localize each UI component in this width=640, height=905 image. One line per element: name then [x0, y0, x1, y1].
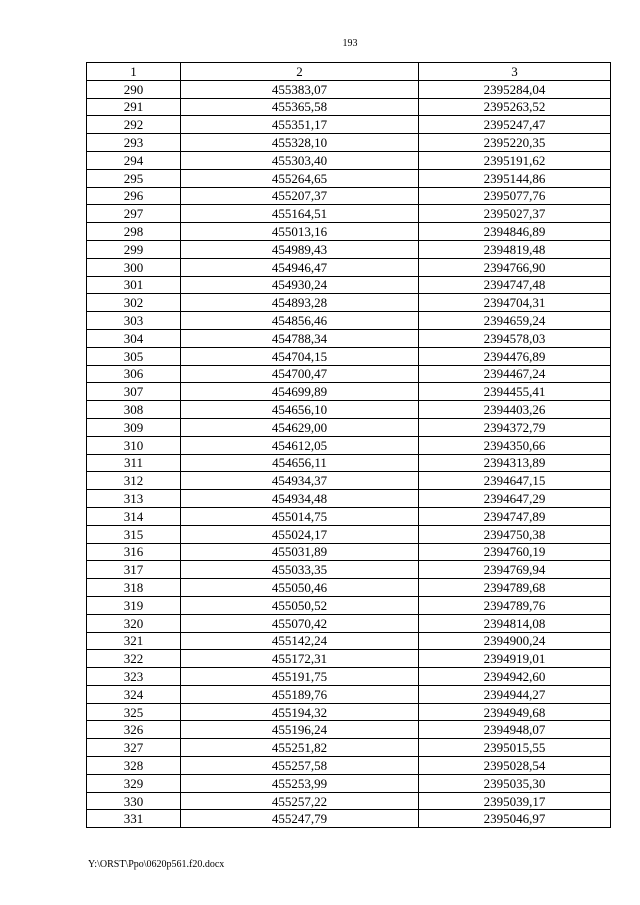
table-row: [87, 632, 611, 650]
x-coordinate-cell: 454946,47: [181, 258, 419, 276]
point-number-cell: 303: [87, 312, 181, 330]
y-coordinate-cell: 2394760,19: [419, 543, 611, 561]
point-number-cell: 321: [87, 632, 181, 650]
y-coordinate-cell: 2395035,30: [419, 774, 611, 792]
point-number-cell: 322: [87, 650, 181, 668]
column-header: 2: [181, 63, 419, 81]
x-coordinate-cell: 455013,16: [181, 223, 419, 241]
y-coordinate-cell: 2394467,24: [419, 365, 611, 383]
table-row: [87, 365, 611, 383]
x-coordinate-cell: 455164,51: [181, 205, 419, 223]
table-row: [87, 454, 611, 472]
x-coordinate-cell: 454700,47: [181, 365, 419, 383]
point-number-cell: 318: [87, 579, 181, 597]
x-coordinate-cell: 455191,75: [181, 668, 419, 686]
table-row: [87, 276, 611, 294]
y-coordinate-cell: 2395247,47: [419, 116, 611, 134]
table-row: [87, 205, 611, 223]
point-number-cell: 295: [87, 169, 181, 187]
table-row: [87, 134, 611, 152]
table-row: [87, 436, 611, 454]
table-row: [87, 116, 611, 134]
y-coordinate-cell: 2394769,94: [419, 561, 611, 579]
y-coordinate-cell: 2394455,41: [419, 383, 611, 401]
x-coordinate-cell: 454629,00: [181, 418, 419, 436]
point-number-cell: 315: [87, 525, 181, 543]
x-coordinate-cell: 455196,24: [181, 721, 419, 739]
y-coordinate-cell: 2394403,26: [419, 401, 611, 419]
table-row: [87, 668, 611, 686]
point-number-cell: 293: [87, 134, 181, 152]
table-row: [87, 329, 611, 347]
point-number-cell: 320: [87, 614, 181, 632]
x-coordinate-cell: 454612,05: [181, 436, 419, 454]
table-header-row: [87, 63, 611, 81]
point-number-cell: 331: [87, 810, 181, 828]
x-coordinate-cell: 455050,46: [181, 579, 419, 597]
y-coordinate-cell: 2394819,48: [419, 240, 611, 258]
x-coordinate-cell: 455172,31: [181, 650, 419, 668]
x-coordinate-cell: 455189,76: [181, 685, 419, 703]
table-row: [87, 543, 611, 561]
x-coordinate-cell: 455050,52: [181, 596, 419, 614]
table-row: [87, 614, 611, 632]
coordinates-table: [86, 62, 611, 828]
point-number-cell: 329: [87, 774, 181, 792]
point-number-cell: 324: [87, 685, 181, 703]
table-row: [87, 757, 611, 775]
table-row: [87, 490, 611, 508]
table-row: [87, 98, 611, 116]
table-row: [87, 401, 611, 419]
y-coordinate-cell: 2395144,86: [419, 169, 611, 187]
table-row: [87, 721, 611, 739]
y-coordinate-cell: 2395284,04: [419, 80, 611, 98]
y-coordinate-cell: 2394948,07: [419, 721, 611, 739]
table-row: [87, 596, 611, 614]
point-number-cell: 326: [87, 721, 181, 739]
y-coordinate-cell: 2394372,79: [419, 418, 611, 436]
x-coordinate-cell: 455070,42: [181, 614, 419, 632]
table-row: [87, 240, 611, 258]
x-coordinate-cell: 454788,34: [181, 329, 419, 347]
table-row: [87, 223, 611, 241]
point-number-cell: 291: [87, 98, 181, 116]
table-row: [87, 347, 611, 365]
y-coordinate-cell: 2395027,37: [419, 205, 611, 223]
y-coordinate-cell: 2394942,60: [419, 668, 611, 686]
y-coordinate-cell: 2394313,89: [419, 454, 611, 472]
table-row: [87, 525, 611, 543]
point-number-cell: 297: [87, 205, 181, 223]
table-row: [87, 80, 611, 98]
y-coordinate-cell: 2394814,08: [419, 614, 611, 632]
x-coordinate-cell: 455033,35: [181, 561, 419, 579]
table-row: [87, 685, 611, 703]
table-row: [87, 703, 611, 721]
point-number-cell: 314: [87, 507, 181, 525]
table-row: [87, 650, 611, 668]
y-coordinate-cell: 2394789,76: [419, 596, 611, 614]
table-row: [87, 774, 611, 792]
point-number-cell: 301: [87, 276, 181, 294]
table-row: [87, 258, 611, 276]
x-coordinate-cell: 454934,48: [181, 490, 419, 508]
table-row: [87, 169, 611, 187]
footer-file-path: Y:\ORST\Ppo\0620p561.f20.docx: [88, 859, 225, 870]
y-coordinate-cell: 2394704,31: [419, 294, 611, 312]
x-coordinate-cell: 455207,37: [181, 187, 419, 205]
table-row: [87, 151, 611, 169]
x-coordinate-cell: 455257,22: [181, 792, 419, 810]
point-number-cell: 309: [87, 418, 181, 436]
x-coordinate-cell: 455247,79: [181, 810, 419, 828]
x-coordinate-cell: 455253,99: [181, 774, 419, 792]
x-coordinate-cell: 455383,07: [181, 80, 419, 98]
x-coordinate-cell: 455142,24: [181, 632, 419, 650]
point-number-cell: 306: [87, 365, 181, 383]
x-coordinate-cell: 454656,10: [181, 401, 419, 419]
y-coordinate-cell: 2394647,29: [419, 490, 611, 508]
point-number-cell: 308: [87, 401, 181, 419]
point-number-cell: 317: [87, 561, 181, 579]
y-coordinate-cell: 2394750,38: [419, 525, 611, 543]
table-row: [87, 418, 611, 436]
x-coordinate-cell: 455014,75: [181, 507, 419, 525]
y-coordinate-cell: 2395015,55: [419, 739, 611, 757]
x-coordinate-cell: 455303,40: [181, 151, 419, 169]
column-header: 3: [419, 63, 611, 81]
table-row: [87, 383, 611, 401]
x-coordinate-cell: 455031,89: [181, 543, 419, 561]
point-number-cell: 327: [87, 739, 181, 757]
y-coordinate-cell: 2395263,52: [419, 98, 611, 116]
point-number-cell: 305: [87, 347, 181, 365]
x-coordinate-cell: 454934,37: [181, 472, 419, 490]
table-row: [87, 579, 611, 597]
point-number-cell: 299: [87, 240, 181, 258]
point-number-cell: 328: [87, 757, 181, 775]
y-coordinate-cell: 2395077,76: [419, 187, 611, 205]
y-coordinate-cell: 2394789,68: [419, 579, 611, 597]
table-row: [87, 294, 611, 312]
y-coordinate-cell: 2394659,24: [419, 312, 611, 330]
table-row: [87, 561, 611, 579]
y-coordinate-cell: 2394900,24: [419, 632, 611, 650]
x-coordinate-cell: 455328,10: [181, 134, 419, 152]
point-number-cell: 313: [87, 490, 181, 508]
table-row: [87, 792, 611, 810]
x-coordinate-cell: 454893,28: [181, 294, 419, 312]
x-coordinate-cell: 455251,82: [181, 739, 419, 757]
x-coordinate-cell: 454930,24: [181, 276, 419, 294]
y-coordinate-cell: 2394944,27: [419, 685, 611, 703]
x-coordinate-cell: 455024,17: [181, 525, 419, 543]
point-number-cell: 316: [87, 543, 181, 561]
table-row: [87, 472, 611, 490]
column-header: 1: [87, 63, 181, 81]
y-coordinate-cell: 2395028,54: [419, 757, 611, 775]
point-number-cell: 323: [87, 668, 181, 686]
y-coordinate-cell: 2394747,48: [419, 276, 611, 294]
x-coordinate-cell: 455257,58: [181, 757, 419, 775]
point-number-cell: 296: [87, 187, 181, 205]
point-number-cell: 304: [87, 329, 181, 347]
y-coordinate-cell: 2394647,15: [419, 472, 611, 490]
point-number-cell: 300: [87, 258, 181, 276]
y-coordinate-cell: 2394919,01: [419, 650, 611, 668]
y-coordinate-cell: 2394747,89: [419, 507, 611, 525]
point-number-cell: 302: [87, 294, 181, 312]
page-number: 193: [342, 38, 358, 49]
table-row: [87, 312, 611, 330]
x-coordinate-cell: 454699,89: [181, 383, 419, 401]
point-number-cell: 311: [87, 454, 181, 472]
table-row: [87, 810, 611, 828]
point-number-cell: 319: [87, 596, 181, 614]
y-coordinate-cell: 2395191,62: [419, 151, 611, 169]
x-coordinate-cell: 455264,65: [181, 169, 419, 187]
point-number-cell: 310: [87, 436, 181, 454]
table-row: [87, 739, 611, 757]
x-coordinate-cell: 454989,43: [181, 240, 419, 258]
x-coordinate-cell: 455365,58: [181, 98, 419, 116]
table-row: [87, 507, 611, 525]
table-row: [87, 187, 611, 205]
point-number-cell: 330: [87, 792, 181, 810]
point-number-cell: 312: [87, 472, 181, 490]
y-coordinate-cell: 2394350,66: [419, 436, 611, 454]
y-coordinate-cell: 2394578,03: [419, 329, 611, 347]
x-coordinate-cell: 455351,17: [181, 116, 419, 134]
point-number-cell: 325: [87, 703, 181, 721]
x-coordinate-cell: 454656,11: [181, 454, 419, 472]
point-number-cell: 307: [87, 383, 181, 401]
point-number-cell: 290: [87, 80, 181, 98]
y-coordinate-cell: 2394476,89: [419, 347, 611, 365]
x-coordinate-cell: 454704,15: [181, 347, 419, 365]
point-number-cell: 292: [87, 116, 181, 134]
point-number-cell: 298: [87, 223, 181, 241]
y-coordinate-cell: 2394949,68: [419, 703, 611, 721]
y-coordinate-cell: 2395046,97: [419, 810, 611, 828]
y-coordinate-cell: 2395039,17: [419, 792, 611, 810]
y-coordinate-cell: 2394766,90: [419, 258, 611, 276]
y-coordinate-cell: 2395220,35: [419, 134, 611, 152]
point-number-cell: 294: [87, 151, 181, 169]
x-coordinate-cell: 455194,32: [181, 703, 419, 721]
y-coordinate-cell: 2394846,89: [419, 223, 611, 241]
x-coordinate-cell: 454856,46: [181, 312, 419, 330]
